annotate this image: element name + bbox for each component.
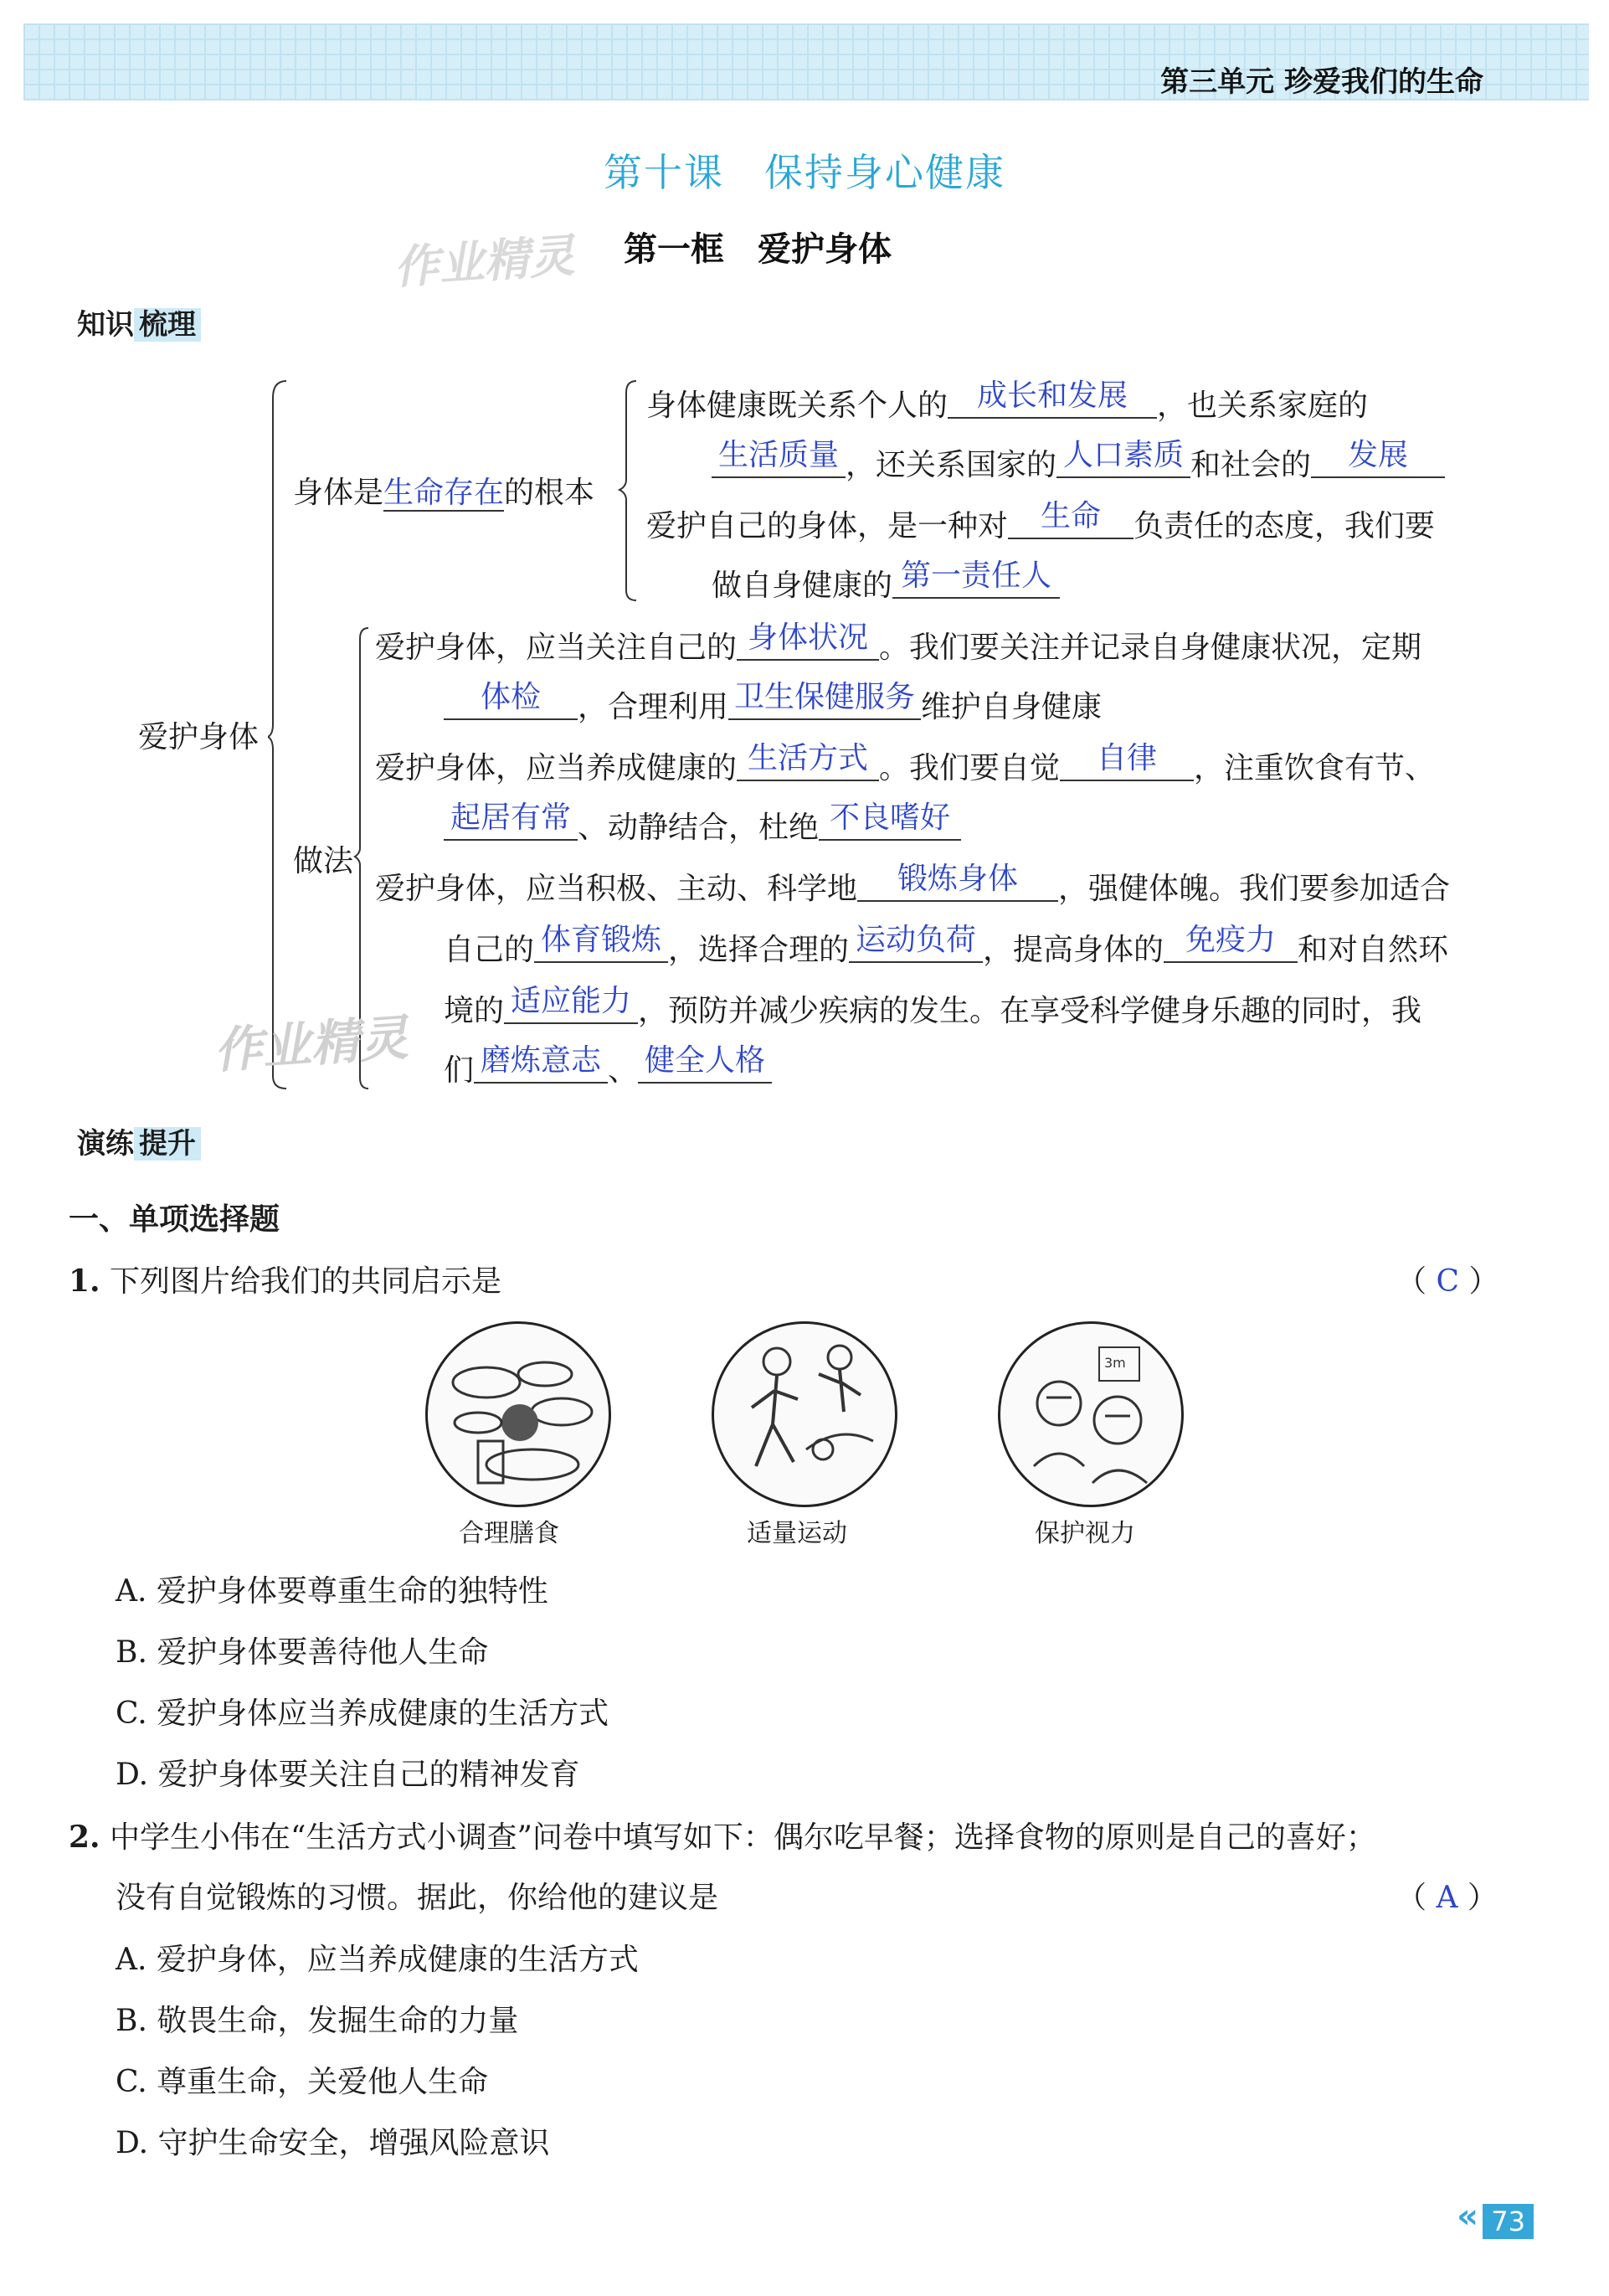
- svg-text:3m: 3m: [1104, 1355, 1126, 1371]
- answer-life-exist: 生命存在: [383, 476, 505, 510]
- b2-line6: 自己的 体育锻炼 ，选择合理的 运动负荷 ，提高身体的 免疫力 和对自然环: [444, 923, 1449, 967]
- q1-option-d[interactable]: D. 爱护身体要关注自己的精神发育: [116, 1758, 580, 1792]
- answer-willpower: 磨炼意志: [481, 1043, 602, 1078]
- answer-bad-habits: 不良嗜好: [830, 801, 951, 835]
- answer-health-service: 卫生保健服务: [734, 680, 916, 714]
- q2-option-d[interactable]: D. 守护生命安全，增强风险意识: [116, 2126, 550, 2160]
- answer-self-discipline: 自律: [1097, 741, 1158, 775]
- b2-line1: 爱护身体，应当关注自己的 身体状况 。我们要关注并记录自身健康状况，定期: [375, 620, 1422, 665]
- answer-exercise: 锻炼身体: [897, 862, 1019, 896]
- b2-line2: 体检 ，合理利用 卫生保健服务 维护自身健康: [444, 683, 1102, 726]
- answer-body-status: 身体状况: [748, 620, 869, 655]
- q1-option-c[interactable]: C. 爱护身体应当养成健康的生活方式: [116, 1696, 609, 1731]
- b2-line5: 爱护身体，应当积极、主动、科学地 锻炼身体 ，强健体魄。我们要参加适合: [375, 862, 1451, 906]
- section-practice-b: 提升: [134, 1127, 201, 1161]
- answer-personality: 健全人格: [645, 1043, 766, 1078]
- caption-diet: 合理膳食: [459, 1519, 559, 1548]
- b1-line2: 生活质量 ，还关系国家的 人口素质 和社会的 发展: [712, 441, 1445, 484]
- answer-life: 生命: [1041, 499, 1102, 533]
- answer-exercise-load: 运动负荷: [856, 923, 977, 957]
- unit-title: 第三单元 珍爱我们的生命: [1160, 65, 1483, 99]
- answer-growth: 成长和发展: [977, 378, 1128, 413]
- answer-immunity: 免疫力: [1185, 923, 1277, 957]
- b1-line1: 身体健康既关系个人的 成长和发展 ，也关系家庭的: [646, 378, 1369, 423]
- q2-option-c[interactable]: C. 尊重生命，关爱他人生命: [116, 2065, 489, 2099]
- section-knowledge: [77, 301, 201, 342]
- watermark-2: 作业精灵: [212, 1008, 410, 1079]
- branch-body-root: 身体是生命存在的根本: [293, 476, 595, 510]
- answer-life-quality: 生活质量: [717, 438, 839, 472]
- q2-stem-1: 2. 中学生小伟在“生活方式小调查”问卷中填写如下：偶尔吃早餐；选择食物的原则是自己的喜好；: [69, 1820, 1376, 1855]
- answer-population: 人口素质: [1063, 438, 1185, 472]
- diet-illustration: [428, 1324, 609, 1505]
- b1-line3: 爱护自己的身体，是一种对 生命 负责任的态度，我们要: [646, 499, 1436, 543]
- caption-vision: 保护视力: [1035, 1519, 1135, 1548]
- exercise-illustration: [714, 1324, 895, 1505]
- lesson-title: 第十课 保持身心健康: [604, 150, 1005, 195]
- answer-regular-living: 起居有常: [450, 801, 571, 835]
- q1-answer-paren: （ C ）: [1396, 1264, 1499, 1299]
- answer-adaptability: 适应能力: [511, 984, 632, 1018]
- page-number: 73: [1483, 2204, 1534, 2239]
- section-practice-a: 演练: [77, 1127, 134, 1161]
- answer-lifestyle: 生活方式: [748, 741, 869, 775]
- section-practice: [77, 1120, 201, 1161]
- section-knowledge-b: 梳理: [134, 308, 201, 342]
- picture-exercise: [712, 1321, 897, 1507]
- watermark-1: 作业精灵: [392, 229, 577, 295]
- b1-line4: 做自身健康的 第一责任人: [712, 562, 1060, 605]
- q1-option-b[interactable]: B. 爱护身体要善待他人生命: [116, 1635, 489, 1670]
- q2-option-a[interactable]: A. 爱护身体，应当养成健康的生活方式: [116, 1943, 639, 1977]
- b2-line7: 境的 适应能力 ，预防并减少疾病的发生。在享受科学健身乐趣的同时，我: [444, 984, 1422, 1028]
- q2-stem-2: 没有自觉锻炼的习惯。据此，你给他的建议是: [116, 1881, 719, 1915]
- b2-line4: 起居有常 、动静结合，杜绝 不良嗜好: [444, 804, 961, 847]
- lesson-subtitle: 第一框 爱护身体: [624, 230, 892, 269]
- mindmap-root: 爱护身体: [138, 720, 260, 754]
- branch-method: 做法: [293, 844, 354, 878]
- answer-development: 发展: [1348, 438, 1409, 472]
- q1-answer: C: [1436, 1264, 1459, 1299]
- answer-first-responsible: 第一责任人: [901, 559, 1052, 593]
- b2-line8: 们 磨炼意志 、 健全人格: [444, 1047, 772, 1089]
- answer-checkup: 体检: [480, 680, 541, 714]
- page-arrow-icon: «: [1457, 2197, 1478, 2236]
- q2-answer: A: [1436, 1881, 1458, 1915]
- section-knowledge-a: 知识: [77, 308, 134, 342]
- picture-diet: [425, 1321, 611, 1507]
- answer-sports: 体育锻炼: [541, 923, 662, 957]
- b2-line3: 爱护身体，应当养成健康的 生活方式 。我们要自觉 自律 ，注重饮食有节、: [375, 741, 1436, 785]
- vision-illustration: [1000, 1324, 1181, 1505]
- q1-option-a[interactable]: A. 爱护身体要尊重生命的独特性: [116, 1574, 548, 1609]
- q2-option-b[interactable]: B. 敬畏生命，发掘生命的力量: [116, 2004, 519, 2038]
- q1-stem: 1. 下列图片给我们的共同启示是: [69, 1264, 502, 1299]
- caption-exercise: 适量运动: [747, 1519, 847, 1548]
- picture-vision: [998, 1321, 1184, 1507]
- q2-answer-paren: （ A ）: [1396, 1881, 1498, 1915]
- part-title: 一、单项选择题: [69, 1202, 280, 1237]
